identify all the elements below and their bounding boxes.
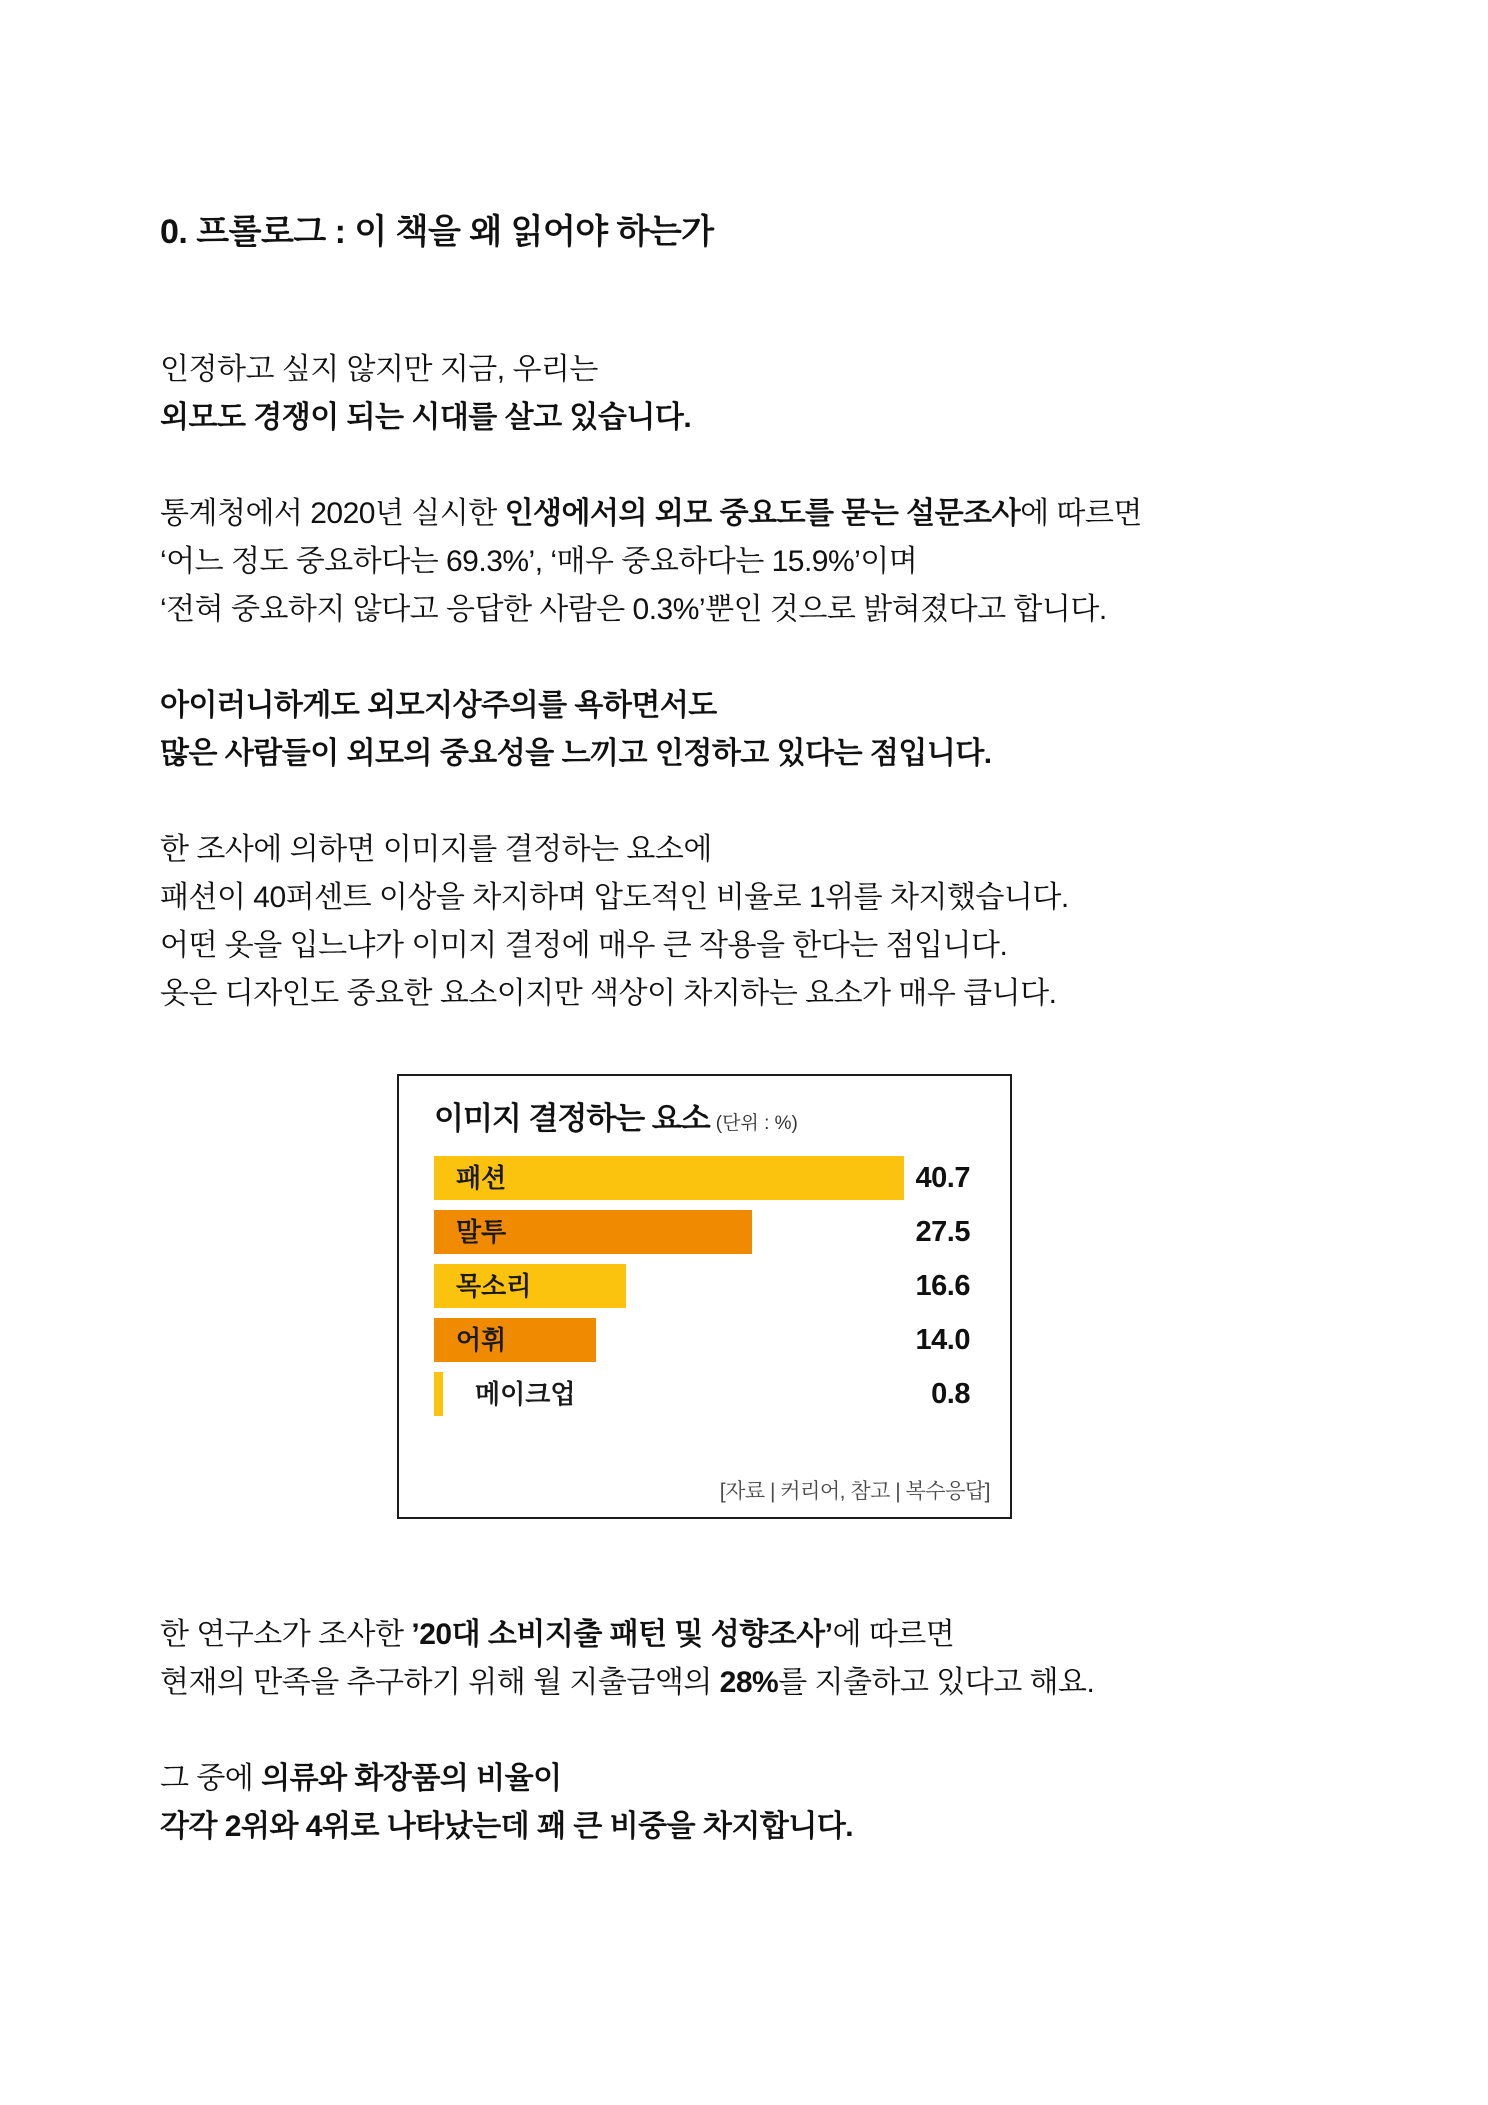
bar-track — [434, 1156, 904, 1200]
text-line — [160, 874, 1368, 922]
emphasis-text: 인생에서의 외모 중요도를 묻는 설문조사 — [504, 497, 1021, 530]
text-line — [160, 1803, 1368, 1851]
body-text: 한 연구소가 조사한 — [160, 1618, 412, 1651]
body-text: 옷은 디자인도 중요한 요소이지만 색상이 차지하는 요소가 매우 큽니다. — [160, 977, 1057, 1010]
bar-track — [434, 1318, 904, 1362]
chart-unit-label: (단위 : %) — [715, 1113, 798, 1134]
chart-header — [434, 1100, 970, 1144]
bar-category-label: 말투 — [456, 1217, 507, 1247]
paragraph — [160, 1611, 1368, 1707]
text-line — [160, 490, 1368, 538]
emphasis-text: 의류와 화장품의 비율이 — [261, 1762, 562, 1795]
bar-value-label: 40.7 — [915, 1162, 970, 1194]
page-title: 0. 프롤로그 : 이 책을 왜 읽어야 하는가 — [160, 213, 714, 251]
bar-category-label: 메이크업 — [475, 1379, 576, 1409]
paragraph — [160, 826, 1368, 1018]
bar-track — [434, 1210, 904, 1254]
text-line — [160, 826, 1368, 874]
body-text: 에 따르면 — [832, 1618, 955, 1651]
emphasis-text: ’20대 소비지출 패턴 및 성향조사’ — [411, 1618, 833, 1651]
paragraph — [160, 1755, 1368, 1851]
body-text: 한 조사에 의하면 이미지를 결정하는 요소에 — [160, 833, 712, 866]
paragraph — [160, 682, 1368, 778]
text-line — [160, 1611, 1368, 1659]
chart-bar-row — [434, 1264, 970, 1308]
body-text-lower — [160, 1611, 1368, 1851]
bar-category-label: 패션 — [456, 1163, 507, 1193]
emphasis-text: 아이러니하게도 외모지상주의를 욕하면서도 — [160, 689, 717, 722]
bar-value-label: 0.8 — [931, 1378, 970, 1410]
bar-chart — [397, 1074, 1012, 1519]
bar — [434, 1372, 443, 1416]
body-text: ‘어느 정도 중요하다는 69.3%’, ‘매우 중요하다는 15.9%’이며 — [160, 545, 918, 578]
chart-title: 이미지 결정하는 요소 — [434, 1101, 710, 1136]
text-line — [160, 682, 1368, 730]
body-text: 그 중에 — [160, 1762, 262, 1795]
body-text: 인정하고 싶지 않지만 지금, 우리는 — [160, 353, 598, 386]
body-text: 통계청에서 2020년 실시한 — [160, 497, 505, 530]
emphasis-text: 각각 2위와 4위로 나타났는데 꽤 큰 비중을 차지합니다. — [160, 1810, 854, 1843]
body-text: 현재의 만족을 추구하기 위해 월 지출금액의 — [160, 1666, 720, 1699]
chart-source: [자료 | 커리어, 참고 | 복수응답] — [719, 1480, 990, 1503]
paragraph — [160, 346, 1368, 442]
bar-value-label: 27.5 — [915, 1216, 970, 1248]
chart-bar-row — [434, 1318, 970, 1362]
bar-track — [434, 1372, 904, 1416]
text-line — [160, 730, 1368, 778]
chart-bar-row — [434, 1372, 970, 1416]
bar-track — [434, 1264, 904, 1308]
emphasis-text: 많은 사람들이 외모의 중요성을 느끼고 인정하고 있다는 점입니다. — [160, 737, 992, 770]
body-text: 어떤 옷을 입느냐가 이미지 결정에 매우 큰 작용을 한다는 점입니다. — [160, 929, 1008, 962]
chart-bars — [434, 1156, 970, 1416]
body-text: 를 지출하고 있다고 해요. — [778, 1666, 1095, 1699]
text-line — [160, 538, 1368, 586]
text-line — [160, 346, 1368, 394]
body-text-upper — [160, 346, 1368, 1018]
text-line — [160, 1659, 1368, 1707]
emphasis-text: 외모도 경쟁이 되는 시대를 살고 있습니다. — [160, 401, 692, 434]
text-line — [160, 586, 1368, 634]
text-line — [160, 394, 1368, 442]
bar-value-label: 16.6 — [915, 1270, 970, 1302]
bar-value-label: 14.0 — [915, 1324, 970, 1356]
emphasis-text: 28% — [719, 1666, 779, 1699]
text-line — [160, 922, 1368, 970]
chart-bar-row — [434, 1156, 970, 1200]
bar-category-label: 목소리 — [456, 1271, 532, 1301]
body-text: ‘전혀 중요하지 않다고 응답한 사람은 0.3%’뿐인 것으로 밝혀졌다고 합니다. — [160, 593, 1107, 626]
paragraph — [160, 490, 1368, 634]
text-line — [160, 1755, 1368, 1803]
bar-category-label: 어휘 — [456, 1325, 507, 1355]
body-text: 에 따르면 — [1020, 497, 1142, 530]
chart-bar-row — [434, 1210, 970, 1254]
body-text: 패션이 40퍼센트 이상을 차지하며 압도적인 비율로 1위를 차지했습니다. — [160, 881, 1069, 914]
text-line — [160, 970, 1368, 1018]
